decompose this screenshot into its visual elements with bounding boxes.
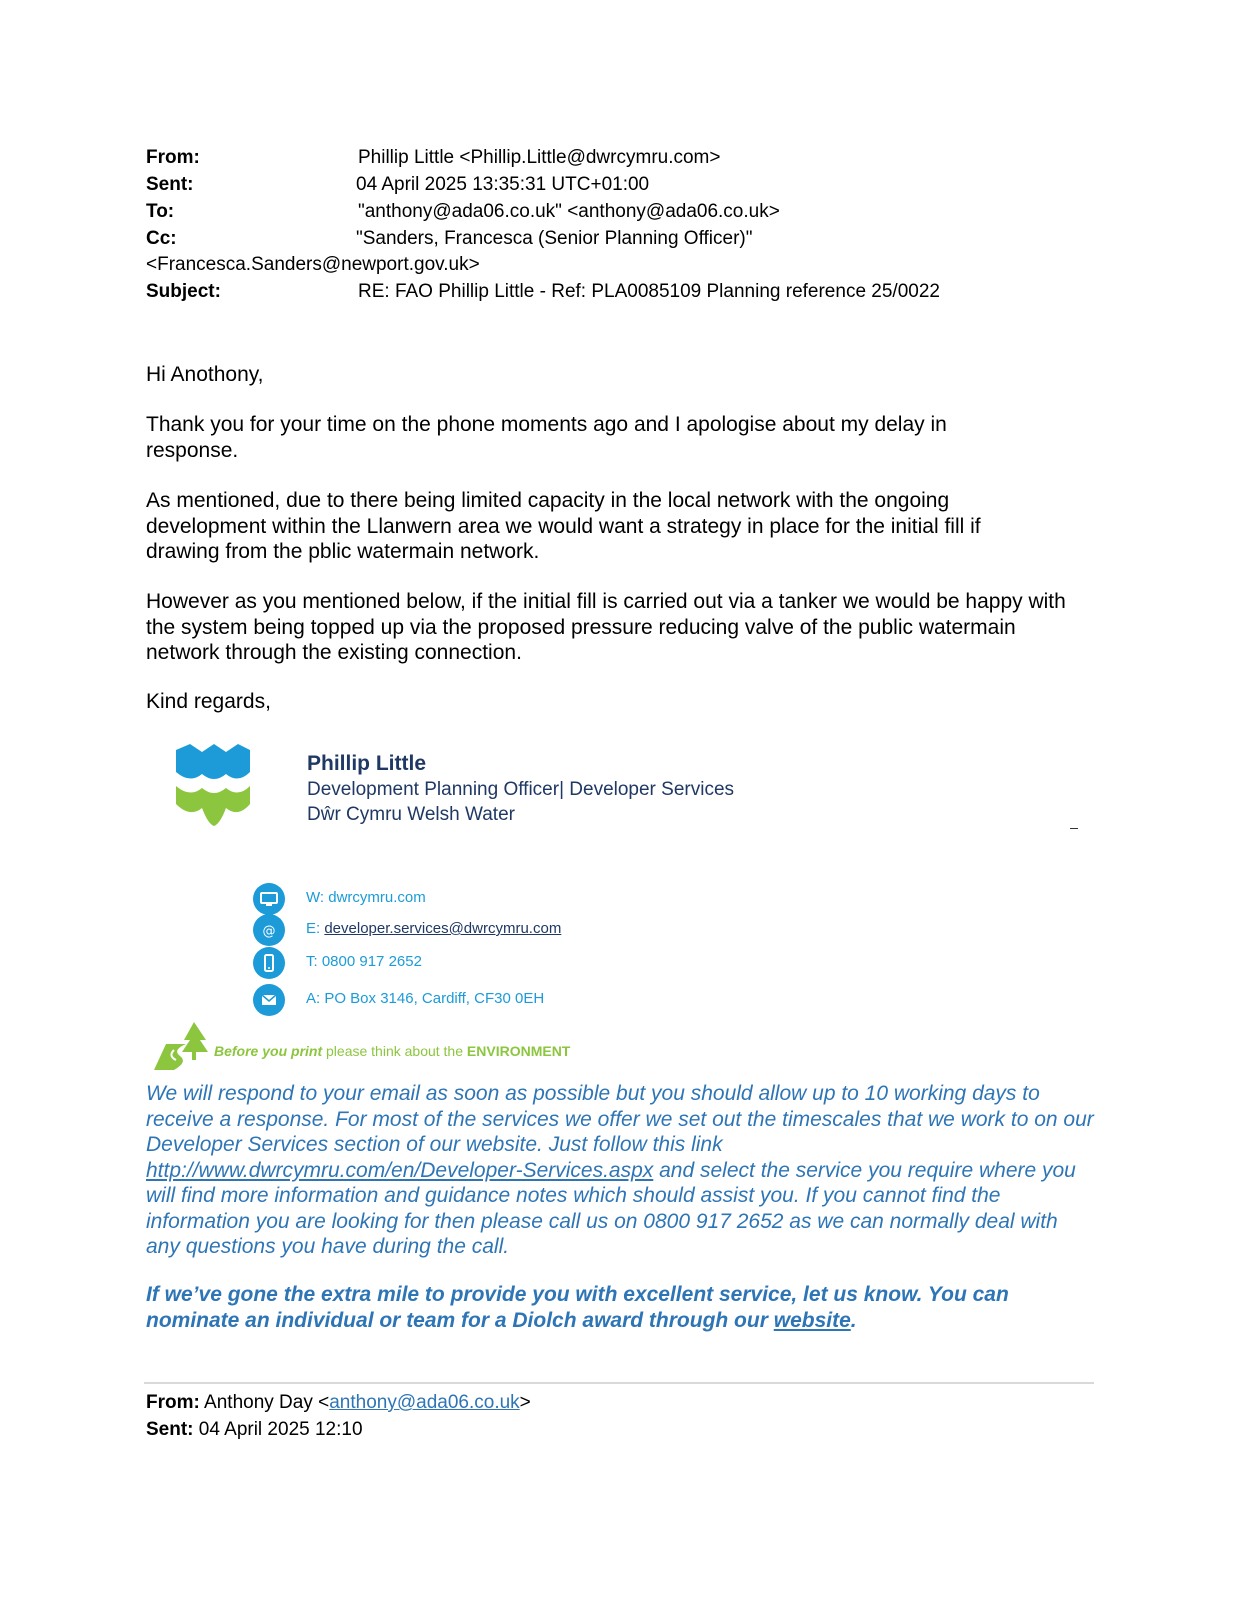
contact-phone-row (253, 947, 813, 979)
subject-value: RE: FAO Phillip Little - Ref: PLA0085109 Planning reference 25/0022 (358, 281, 940, 302)
contact-web[interactable]: W: dwrcymru.com (306, 889, 426, 906)
sent-value: 04 April 2025 13:35:31 UTC+01:00 (356, 174, 650, 195)
monitor-icon (253, 883, 285, 915)
from-label: From: (146, 147, 200, 168)
body-paragraph-2: As mentioned, due to there being limited capacity in the local network with the ongoing development within the Llanwern area we would want a strategy in place for the initial fill if drawing from the pblic watermain network. (146, 489, 981, 563)
response-disclaimer (146, 1081, 1096, 1260)
contact-email-text (306, 920, 561, 937)
message-divider (144, 1382, 1094, 1384)
envelope-icon (253, 984, 285, 1016)
env-before-print: Before you print (214, 1043, 323, 1059)
divider-mark (1070, 828, 1078, 829)
forwarded-sent-value: 04 April 2025 12:10 (193, 1419, 363, 1440)
award-website-link[interactable]: website (773, 1308, 851, 1332)
award-text: If we’ve gone the extra mile to provide you with excellent service, let us know. You can nominate an individual or team for a Diolch award through our (146, 1283, 1009, 1332)
award-end: . (850, 1308, 857, 1332)
signature-company: Dŵr Cymru Welsh Water (307, 804, 515, 825)
body-paragraph-1: Thank you for your time on the phone moments ago and I apologise about my delay in response. (146, 413, 947, 462)
greeting: Hi Anothony, (146, 363, 264, 386)
tree-road-icon (152, 1020, 212, 1072)
forwarded-sent-label: Sent: (146, 1419, 194, 1440)
cc-value-email: <Francesca.Sanders@newport.gov.uk> (146, 254, 480, 275)
signature-title: Development Planning Officer| Developer Services (307, 779, 735, 800)
developer-services-link[interactable]: http://www.dwrcymru.com/en/Developer-Services.aspx (146, 1158, 654, 1182)
forwarded-sent-row (146, 1419, 363, 1441)
contact-address-row (253, 984, 813, 1016)
diolch-award-notice (146, 1282, 1076, 1333)
cc-value: "Sanders, Francesca (Senior Planning Officer)" (356, 228, 753, 249)
disclaimer-text-a: We will respond to your email as soon as possible but you should allow up to 10 working days to receive a response. For most of the services we offer we set out the timescales that we work to on our Developer Services section of our website. Just follow this link (146, 1082, 1094, 1156)
mobile-phone-icon (253, 947, 285, 979)
forwarded-from-label: From: (146, 1392, 200, 1413)
contact-phone: T: 0800 917 2652 (306, 953, 422, 970)
signoff: Kind regards, (146, 690, 271, 713)
svg-text:@: @ (262, 924, 276, 939)
signature-name: Phillip Little (307, 752, 426, 775)
body-paragraph-3: However as you mentioned below, if the initial fill is carried out via a tanker we would be happy with the system being topped up via the proposed pressure reducing valve of the public watermain network through the existing connection. (146, 590, 1066, 664)
env-environment: ENVIRONMENT (466, 1043, 571, 1059)
env-middle: please think about the (322, 1043, 467, 1059)
email-prefix: E: (306, 920, 325, 937)
sent-label: Sent: (146, 174, 194, 195)
forwarded-from-row (146, 1392, 531, 1414)
print-environment-notice (152, 1020, 632, 1072)
forwarded-from-email-link[interactable]: anthony@ada06.co.uk (329, 1392, 520, 1413)
disclaimer-text-b: and select the service you require where you will find more information and guidance notes which should assist you. If you cannot find the information you are looking for then please call us on 0800 917 2652 as we can normally deal with any questions you have during the call. (146, 1158, 1076, 1258)
contact-email-row (253, 914, 813, 946)
environment-text (214, 1043, 570, 1059)
contact-address: A: PO Box 3146, Cardiff, CF30 0EH (306, 990, 545, 1007)
contact-web-row (253, 883, 813, 915)
at-sign-icon (253, 914, 285, 946)
from-value: Phillip Little <Phillip.Little@dwrcymru.com> (358, 147, 721, 168)
forwarded-from-name: Anthony Day < (199, 1392, 330, 1413)
subject-label: Subject: (146, 281, 221, 302)
forwarded-from-close: > (519, 1392, 531, 1413)
cc-label: Cc: (146, 228, 177, 249)
to-label: To: (146, 201, 175, 222)
welsh-water-logo-icon (174, 742, 254, 828)
to-value: "anthony@ada06.co.uk" <anthony@ada06.co.uk> (358, 201, 780, 222)
developer-services-email-link[interactable]: developer.services@dwrcymru.com (324, 920, 562, 937)
